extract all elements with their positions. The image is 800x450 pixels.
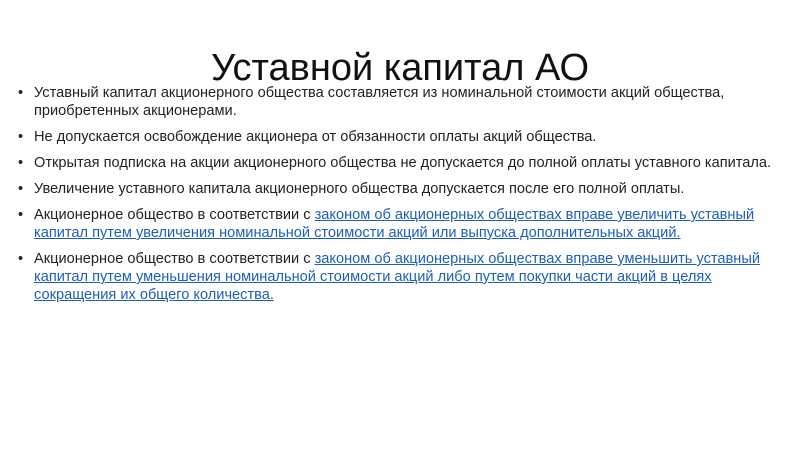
bullet-list	[18, 84, 793, 312]
bullet-item	[18, 154, 793, 172]
law-link-increase-capital[interactable]: законом об акционерных обществах вправе увеличить уставный капитал путем увеличения номинальной стоимости акций или выпуска дополнительных акций.	[34, 207, 755, 241]
bullet-dot-icon: •	[18, 181, 24, 197]
bullet-item	[18, 206, 793, 242]
law-link-decrease-capital[interactable]: законом об акционерных обществах вправе уменьшить уставный капитал путем уменьшения номинальной стоимости акций либо путем покупки части акций в целях сокращения их общего количества.	[34, 251, 760, 303]
bullet-item	[18, 84, 793, 120]
bullet-dot-icon: •	[18, 207, 24, 223]
bullet-text: Увеличение уставного капитала акционерного общества допускается после его полной оплаты.	[34, 181, 685, 197]
bullet-item	[18, 250, 793, 304]
bullet-text-prefix: Акционерное общество в соответствии с	[34, 207, 315, 223]
bullet-text: Не допускается освобождение акционера от обязанности оплаты акций общества.	[34, 129, 597, 145]
bullet-text: Открытая подписка на акции акционерного общества не допускается до полной оплаты уставного капитала.	[34, 155, 772, 171]
slide-title: Уставной капитал АО	[210, 47, 590, 89]
bullet-item	[18, 180, 793, 198]
bullet-text: Уставный капитал акционерного общества составляется из номинальной стоимости акций общества, приобретенных акционерами.	[34, 85, 725, 119]
bullet-dot-icon: •	[18, 85, 24, 101]
bullet-dot-icon: •	[18, 129, 24, 145]
bullet-item	[18, 128, 793, 146]
bullet-dot-icon: •	[18, 155, 24, 171]
bullet-dot-icon: •	[18, 251, 24, 267]
bullet-text-prefix: Акционерное общество в соответствии с	[34, 251, 315, 267]
